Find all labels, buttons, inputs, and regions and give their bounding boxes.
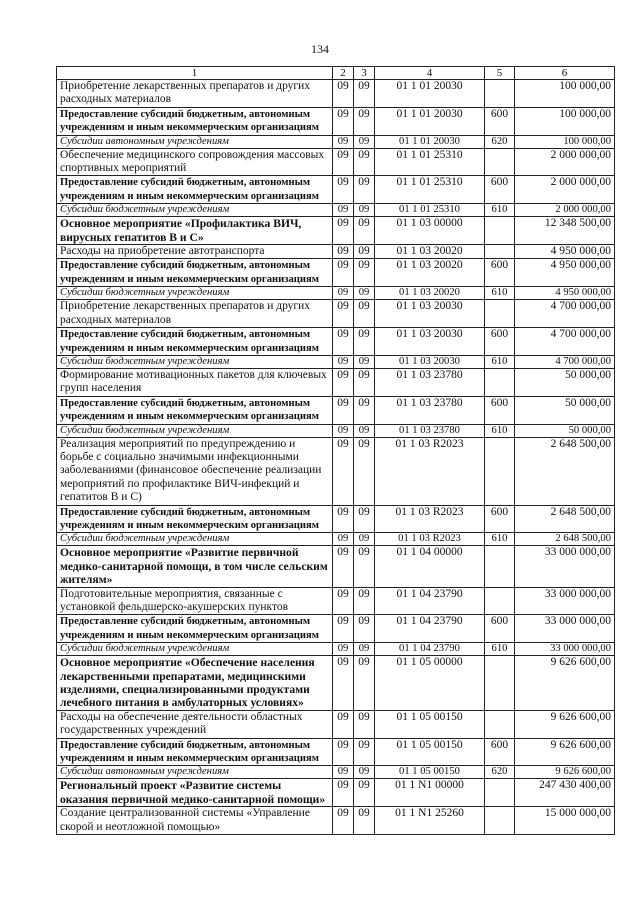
row-expense-type-cell xyxy=(485,779,515,807)
row-expense-type-cell: 610 xyxy=(485,643,515,656)
row-section-cell: 09 xyxy=(333,135,354,148)
header-col-4: 4 xyxy=(375,67,485,80)
row-target-code-cell: 01 1 01 25310 xyxy=(375,204,485,217)
row-section-cell: 09 xyxy=(333,245,354,259)
row-section-cell: 09 xyxy=(333,533,354,546)
row-target-code-cell: 01 1 01 25310 xyxy=(375,148,485,176)
row-subsection-cell: 09 xyxy=(354,546,375,587)
row-amount-cell: 2 000 000,00 xyxy=(515,204,615,217)
table-row xyxy=(57,533,615,546)
row-target-code-cell: 01 1 05 00000 xyxy=(375,656,485,711)
row-target-code-cell: 01 1 03 20030 xyxy=(375,328,485,356)
row-subsection-cell: 09 xyxy=(354,148,375,176)
row-section-cell: 09 xyxy=(333,437,354,505)
table-row xyxy=(57,807,615,835)
row-amount-cell: 50 000,00 xyxy=(515,368,615,396)
row-amount-cell: 33 000 000,00 xyxy=(515,615,615,643)
row-amount-cell: 9 626 600,00 xyxy=(515,766,615,779)
table-row xyxy=(57,135,615,148)
row-amount-cell: 2 000 000,00 xyxy=(515,176,615,204)
row-amount-cell: 15 000 000,00 xyxy=(515,807,615,835)
row-subsection-cell: 09 xyxy=(354,107,375,135)
row-subsection-cell: 09 xyxy=(354,656,375,711)
table-row xyxy=(57,107,615,135)
row-section-cell: 09 xyxy=(333,396,354,424)
row-name-cell: Субсидии бюджетным учреждениям xyxy=(57,643,333,656)
row-name-cell: Создание централизованной системы «Управление скорой и неотложной помощью» xyxy=(57,807,333,835)
row-expense-type-cell xyxy=(485,546,515,587)
row-name-cell: Приобретение лекарственных препаратов и других расходных материалов xyxy=(57,80,333,108)
table-row xyxy=(57,259,615,287)
table-row xyxy=(57,328,615,356)
row-name-cell: Субсидии бюджетным учреждениям xyxy=(57,204,333,217)
row-expense-type-cell xyxy=(485,656,515,711)
row-subsection-cell: 09 xyxy=(354,328,375,356)
row-target-code-cell: 01 1 01 25310 xyxy=(375,176,485,204)
row-target-code-cell: 01 1 03 R2023 xyxy=(375,437,485,505)
table-header xyxy=(57,67,615,80)
row-section-cell: 09 xyxy=(333,505,354,533)
row-section-cell: 09 xyxy=(333,587,354,615)
row-subsection-cell: 09 xyxy=(354,587,375,615)
header-col-1: 1 xyxy=(57,67,333,80)
row-amount-cell: 4 950 000,00 xyxy=(515,259,615,287)
row-amount-cell: 33 000 000,00 xyxy=(515,643,615,656)
row-name-cell: Субсидии автономным учреждениям xyxy=(57,766,333,779)
row-section-cell: 09 xyxy=(333,300,354,328)
table-row xyxy=(57,300,615,328)
row-expense-type-cell: 610 xyxy=(485,355,515,368)
row-target-code-cell: 01 1 03 R2023 xyxy=(375,505,485,533)
row-subsection-cell: 09 xyxy=(354,533,375,546)
row-subsection-cell: 09 xyxy=(354,396,375,424)
row-section-cell: 09 xyxy=(333,204,354,217)
row-subsection-cell: 09 xyxy=(354,176,375,204)
row-target-code-cell: 01 1 01 20030 xyxy=(375,107,485,135)
table-row xyxy=(57,779,615,807)
row-name-cell: Субсидии бюджетным учреждениям xyxy=(57,355,333,368)
row-subsection-cell: 09 xyxy=(354,355,375,368)
table-row xyxy=(57,587,615,615)
row-expense-type-cell: 600 xyxy=(485,107,515,135)
header-col-2: 2 xyxy=(333,67,354,80)
row-amount-cell: 2 648 500,00 xyxy=(515,533,615,546)
table-row xyxy=(57,656,615,711)
row-section-cell: 09 xyxy=(333,807,354,835)
row-target-code-cell: 01 1 04 23790 xyxy=(375,615,485,643)
table-row xyxy=(57,204,615,217)
table-row xyxy=(57,505,615,533)
row-section-cell: 09 xyxy=(333,287,354,300)
row-name-cell: Субсидии бюджетным учреждениям xyxy=(57,533,333,546)
row-expense-type-cell: 600 xyxy=(485,738,515,766)
row-expense-type-cell xyxy=(485,587,515,615)
row-amount-cell: 2 648 500,00 xyxy=(515,505,615,533)
row-amount-cell: 100 000,00 xyxy=(515,135,615,148)
row-target-code-cell: 01 1 05 00150 xyxy=(375,710,485,738)
row-name-cell: Реализация мероприятий по предупреждению и борьбе с социально значимыми инфекционными заболеваниями (финансовое обеспечение реализации мероприятий по профилактике ВИЧ-инфекций и гепатитов В и С) xyxy=(57,437,333,505)
row-name-cell: Предоставление субсидий бюджетным, автономным учреждениям и иным некоммерческим организациям xyxy=(57,259,333,287)
row-subsection-cell: 09 xyxy=(354,437,375,505)
row-name-cell: Предоставление субсидий бюджетным, автономным учреждениям и иным некоммерческим организациям xyxy=(57,396,333,424)
row-expense-type-cell xyxy=(485,710,515,738)
row-amount-cell: 12 348 500,00 xyxy=(515,217,615,245)
row-target-code-cell: 01 1 05 00150 xyxy=(375,766,485,779)
table-row xyxy=(57,217,615,245)
row-amount-cell: 4 950 000,00 xyxy=(515,245,615,259)
row-subsection-cell: 09 xyxy=(354,424,375,437)
row-expense-type-cell xyxy=(485,807,515,835)
row-target-code-cell: 01 1 03 R2023 xyxy=(375,533,485,546)
row-expense-type-cell: 620 xyxy=(485,766,515,779)
row-subsection-cell: 09 xyxy=(354,204,375,217)
row-subsection-cell: 09 xyxy=(354,80,375,108)
row-subsection-cell: 09 xyxy=(354,615,375,643)
row-subsection-cell: 09 xyxy=(354,259,375,287)
row-amount-cell: 2 000 000,00 xyxy=(515,148,615,176)
table-row xyxy=(57,176,615,204)
row-expense-type-cell: 600 xyxy=(485,615,515,643)
row-expense-type-cell: 610 xyxy=(485,287,515,300)
row-expense-type-cell: 620 xyxy=(485,135,515,148)
row-section-cell: 09 xyxy=(333,615,354,643)
row-target-code-cell: 01 1 01 20030 xyxy=(375,80,485,108)
row-amount-cell: 9 626 600,00 xyxy=(515,656,615,711)
row-target-code-cell: 01 1 03 20020 xyxy=(375,245,485,259)
row-target-code-cell: 01 1 03 23780 xyxy=(375,396,485,424)
row-name-cell: Предоставление субсидий бюджетным, автономным учреждениям и иным некоммерческим организациям xyxy=(57,738,333,766)
row-section-cell: 09 xyxy=(333,148,354,176)
row-expense-type-cell: 610 xyxy=(485,424,515,437)
row-section-cell: 09 xyxy=(333,355,354,368)
row-amount-cell: 50 000,00 xyxy=(515,424,615,437)
header-col-6: 6 xyxy=(515,67,615,80)
row-subsection-cell: 09 xyxy=(354,738,375,766)
row-subsection-cell: 09 xyxy=(354,779,375,807)
row-name-cell: Предоставление субсидий бюджетным, автономным учреждениям и иным некоммерческим организациям xyxy=(57,328,333,356)
row-expense-type-cell: 600 xyxy=(485,328,515,356)
row-target-code-cell: 01 1 N1 25260 xyxy=(375,807,485,835)
table-row xyxy=(57,615,615,643)
row-amount-cell: 100 000,00 xyxy=(515,80,615,108)
row-name-cell: Предоставление субсидий бюджетным, автономным учреждениям и иным некоммерческим организациям xyxy=(57,176,333,204)
row-section-cell: 09 xyxy=(333,546,354,587)
row-amount-cell: 33 000 000,00 xyxy=(515,546,615,587)
row-amount-cell: 4 700 000,00 xyxy=(515,300,615,328)
row-section-cell: 09 xyxy=(333,710,354,738)
row-target-code-cell: 01 1 03 20020 xyxy=(375,259,485,287)
row-name-cell: Основное мероприятие «Профилактика ВИЧ, вирусных гепатитов В и С» xyxy=(57,217,333,245)
row-name-cell: Предоставление субсидий бюджетным, автономным учреждениям и иным некоммерческим организациям xyxy=(57,615,333,643)
row-expense-type-cell: 610 xyxy=(485,204,515,217)
table-row xyxy=(57,148,615,176)
row-expense-type-cell xyxy=(485,437,515,505)
row-amount-cell: 9 626 600,00 xyxy=(515,738,615,766)
row-section-cell: 09 xyxy=(333,328,354,356)
header-col-5: 5 xyxy=(485,67,515,80)
row-target-code-cell: 01 1 N1 00000 xyxy=(375,779,485,807)
table-row xyxy=(57,287,615,300)
row-target-code-cell: 01 1 01 20030 xyxy=(375,135,485,148)
row-name-cell: Приобретение лекарственных препаратов и других расходных материалов xyxy=(57,300,333,328)
row-name-cell: Обеспечение медицинского сопровождения массовых спортивных мероприятий xyxy=(57,148,333,176)
row-name-cell: Формирование мотивационных пакетов для ключевых групп населения xyxy=(57,368,333,396)
table-row xyxy=(57,766,615,779)
row-name-cell: Субсидии бюджетным учреждениям xyxy=(57,287,333,300)
row-name-cell: Региональный проект «Развитие системы оказания первичной медико-санитарной помощи» xyxy=(57,779,333,807)
row-subsection-cell: 09 xyxy=(354,368,375,396)
row-section-cell: 09 xyxy=(333,217,354,245)
row-name-cell: Предоставление субсидий бюджетным, автономным учреждениям и иным некоммерческим организациям xyxy=(57,107,333,135)
table-row xyxy=(57,80,615,108)
row-name-cell: Предоставление субсидий бюджетным, автономным учреждениям и иным некоммерческим организациям xyxy=(57,505,333,533)
row-target-code-cell: 01 1 03 23780 xyxy=(375,424,485,437)
row-subsection-cell: 09 xyxy=(354,766,375,779)
row-target-code-cell: 01 1 03 23780 xyxy=(375,368,485,396)
row-expense-type-cell xyxy=(485,80,515,108)
row-subsection-cell: 09 xyxy=(354,135,375,148)
row-target-code-cell: 01 1 03 20020 xyxy=(375,287,485,300)
row-section-cell: 09 xyxy=(333,656,354,711)
row-amount-cell: 9 626 600,00 xyxy=(515,710,615,738)
row-expense-type-cell: 600 xyxy=(485,505,515,533)
table-row xyxy=(57,546,615,587)
table-body xyxy=(57,80,615,835)
table-row xyxy=(57,738,615,766)
row-target-code-cell: 01 1 05 00150 xyxy=(375,738,485,766)
row-subsection-cell: 09 xyxy=(354,710,375,738)
row-subsection-cell: 09 xyxy=(354,287,375,300)
row-name-cell: Основное мероприятие «Обеспечение населения лекарственными препаратами, медицинскими изделиями, специализированными продуктами лечебного питания в амбулаторных условиях» xyxy=(57,656,333,711)
row-target-code-cell: 01 1 04 23790 xyxy=(375,587,485,615)
table-row xyxy=(57,710,615,738)
row-amount-cell: 247 430 400,00 xyxy=(515,779,615,807)
row-subsection-cell: 09 xyxy=(354,643,375,656)
row-section-cell: 09 xyxy=(333,766,354,779)
row-subsection-cell: 09 xyxy=(354,300,375,328)
row-name-cell: Субсидии автономным учреждениям xyxy=(57,135,333,148)
row-section-cell: 09 xyxy=(333,738,354,766)
row-target-code-cell: 01 1 04 00000 xyxy=(375,546,485,587)
table-row xyxy=(57,368,615,396)
row-amount-cell: 4 700 000,00 xyxy=(515,328,615,356)
row-amount-cell: 33 000 000,00 xyxy=(515,587,615,615)
row-amount-cell: 100 000,00 xyxy=(515,107,615,135)
row-target-code-cell: 01 1 03 00000 xyxy=(375,217,485,245)
row-name-cell: Подготовительные мероприятия, связанные с установкой фельдшерско-акушерских пунктов xyxy=(57,587,333,615)
row-section-cell: 09 xyxy=(333,643,354,656)
budget-table xyxy=(56,66,615,835)
row-subsection-cell: 09 xyxy=(354,217,375,245)
page-number: 134 xyxy=(311,42,329,56)
row-target-code-cell: 01 1 03 20030 xyxy=(375,355,485,368)
row-name-cell: Основное мероприятие «Развитие первичной медико-санитарной помощи, в том числе сельским жителям» xyxy=(57,546,333,587)
row-subsection-cell: 09 xyxy=(354,807,375,835)
row-amount-cell: 4 700 000,00 xyxy=(515,355,615,368)
row-target-code-cell: 01 1 03 20030 xyxy=(375,300,485,328)
row-expense-type-cell: 610 xyxy=(485,533,515,546)
row-section-cell: 09 xyxy=(333,368,354,396)
table-row xyxy=(57,355,615,368)
row-expense-type-cell xyxy=(485,245,515,259)
row-section-cell: 09 xyxy=(333,259,354,287)
row-expense-type-cell: 600 xyxy=(485,259,515,287)
row-subsection-cell: 09 xyxy=(354,245,375,259)
row-expense-type-cell: 600 xyxy=(485,176,515,204)
table-row xyxy=(57,245,615,259)
row-expense-type-cell: 600 xyxy=(485,396,515,424)
row-name-cell: Расходы на приобретение автотранспорта xyxy=(57,245,333,259)
row-section-cell: 09 xyxy=(333,779,354,807)
row-name-cell: Субсидии бюджетным учреждениям xyxy=(57,424,333,437)
row-section-cell: 09 xyxy=(333,107,354,135)
row-amount-cell: 2 648 500,00 xyxy=(515,437,615,505)
row-name-cell: Расходы на обеспечение деятельности областных государственных учреждений xyxy=(57,710,333,738)
header-row xyxy=(57,67,615,80)
row-amount-cell: 4 950 000,00 xyxy=(515,287,615,300)
row-expense-type-cell xyxy=(485,148,515,176)
row-amount-cell: 50 000,00 xyxy=(515,396,615,424)
row-section-cell: 09 xyxy=(333,80,354,108)
row-section-cell: 09 xyxy=(333,424,354,437)
row-target-code-cell: 01 1 04 23790 xyxy=(375,643,485,656)
row-section-cell: 09 xyxy=(333,176,354,204)
table-row xyxy=(57,424,615,437)
row-expense-type-cell xyxy=(485,368,515,396)
table-row xyxy=(57,396,615,424)
row-subsection-cell: 09 xyxy=(354,505,375,533)
row-expense-type-cell xyxy=(485,300,515,328)
table-row xyxy=(57,437,615,505)
table-row xyxy=(57,643,615,656)
header-col-3: 3 xyxy=(354,67,375,80)
row-expense-type-cell xyxy=(485,217,515,245)
